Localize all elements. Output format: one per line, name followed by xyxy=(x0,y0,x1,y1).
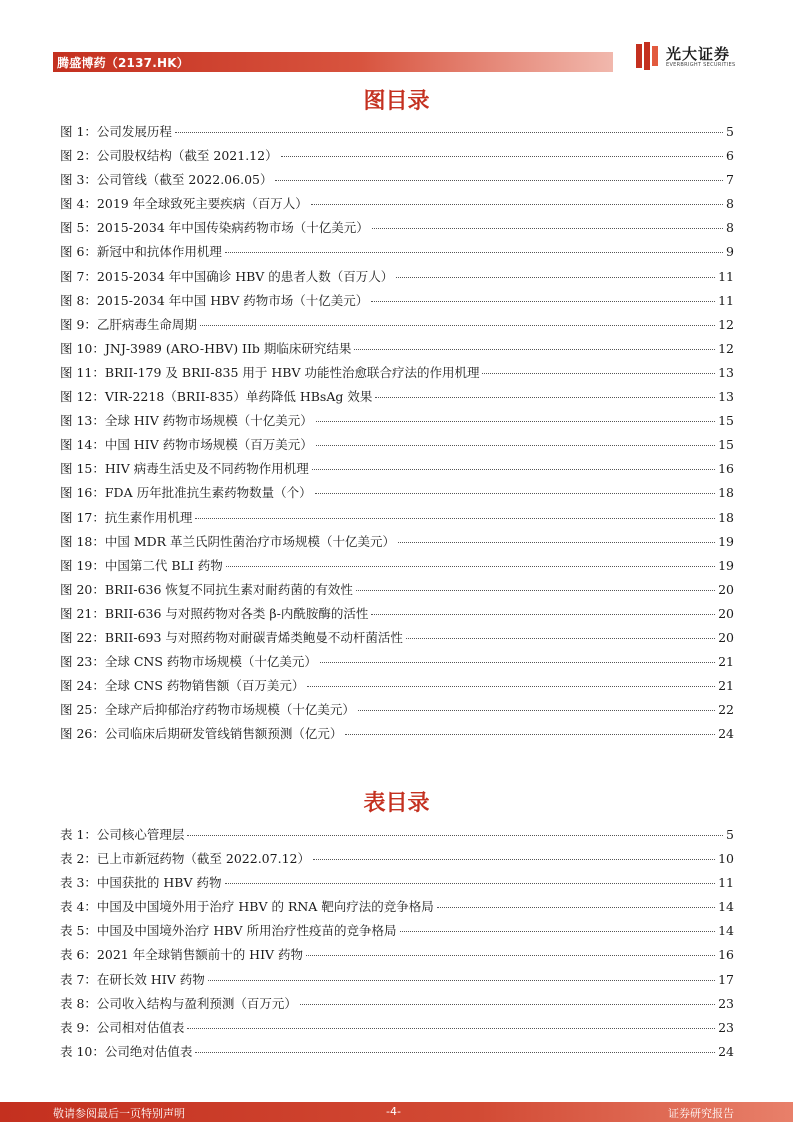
table-toc-entry-page: 17 xyxy=(718,971,734,987)
figure-toc-entry[interactable] xyxy=(60,602,734,626)
dot-leader xyxy=(315,493,716,494)
figure-toc-entry-label: 图 11：BRII-179 及 BRII-835 用于 HBV 功能性治愈联合疗法的作用机理 xyxy=(60,364,480,380)
figure-toc-entry-label: 图 17：抗生素作用机理 xyxy=(60,509,193,525)
dot-leader xyxy=(320,662,715,663)
table-toc-entry-page: 24 xyxy=(718,1043,734,1059)
figure-toc-entry[interactable] xyxy=(60,554,734,578)
table-toc-entry[interactable] xyxy=(60,823,734,847)
figure-toc-entry-label: 图 25：全球产后抑郁治疗药物市场规模（十亿美元） xyxy=(60,702,355,718)
tables-list xyxy=(60,823,734,1064)
figure-toc-entry-page: 18 xyxy=(718,509,734,525)
figures-title: 图目录 xyxy=(363,89,430,114)
figure-toc-entry-page: 19 xyxy=(718,533,734,549)
table-toc-entry-page: 10 xyxy=(718,851,734,867)
figure-toc-entry[interactable] xyxy=(60,240,734,264)
dot-leader xyxy=(375,397,715,398)
figure-toc-entry[interactable] xyxy=(60,626,734,650)
dot-leader xyxy=(195,1052,715,1053)
table-toc-entry-label: 表 4：中国及中国境外用于治疗 HBV 的 RNA 靶向疗法的竞争格局 xyxy=(60,899,434,915)
table-toc-entry[interactable] xyxy=(60,919,734,943)
table-toc-entry[interactable] xyxy=(60,968,734,992)
figure-toc-entry[interactable] xyxy=(60,120,734,144)
dot-leader xyxy=(313,859,715,860)
figure-toc-entry[interactable] xyxy=(60,192,734,216)
tables-title: 表目录 xyxy=(363,791,430,816)
figure-toc-entry[interactable] xyxy=(60,168,734,192)
figure-toc-entry-page: 22 xyxy=(718,702,734,718)
figure-toc-entry-page: 18 xyxy=(718,485,734,501)
figure-toc-entry-label: 图 8：2015-2034 年中国 HBV 药物市场（十亿美元） xyxy=(60,292,369,308)
figure-toc-entry[interactable] xyxy=(60,650,734,674)
table-toc-entry[interactable] xyxy=(60,847,734,871)
dot-leader xyxy=(175,132,723,133)
figure-toc-entry[interactable] xyxy=(60,265,734,289)
figure-toc-entry-label: 图 15：HIV 病毒生活史及不同药物作用机理 xyxy=(60,461,309,477)
dot-leader xyxy=(371,301,715,302)
table-toc-entry-page: 23 xyxy=(718,1019,734,1035)
figure-toc-entry[interactable] xyxy=(60,361,734,385)
footer-bar xyxy=(0,1102,793,1122)
dot-leader xyxy=(398,542,715,543)
table-toc-entry[interactable] xyxy=(60,943,734,967)
dot-leader xyxy=(281,156,723,157)
table-toc-entry-page: 11 xyxy=(718,875,734,891)
table-toc-entry-label: 表 9：公司相对估值表 xyxy=(60,1019,185,1035)
figure-toc-entry-page: 13 xyxy=(718,389,734,405)
dot-leader xyxy=(311,204,723,205)
dot-leader xyxy=(307,686,715,687)
figure-toc-entry-page: 21 xyxy=(718,654,734,670)
table-toc-entry[interactable] xyxy=(60,871,734,895)
logo-text-cn: 光大证券 xyxy=(666,45,731,63)
table-toc-entry-label: 表 3：中国获批的 HBV 药物 xyxy=(60,875,222,891)
table-toc-entry-label: 表 1：公司核心管理层 xyxy=(60,827,185,842)
figure-toc-entry[interactable] xyxy=(60,506,734,530)
dot-leader xyxy=(187,835,723,836)
table-toc-entry-page: 23 xyxy=(718,995,734,1011)
dot-leader xyxy=(372,228,723,229)
figure-toc-entry-label: 图 19：中国第二代 BLI 药物 xyxy=(60,557,223,573)
figure-toc-entry-page: 15 xyxy=(718,437,734,453)
figures-list xyxy=(60,120,734,746)
figure-toc-entry-page: 12 xyxy=(718,340,734,356)
figure-toc-entry-label: 图 21：BRII-636 与对照药物对各类 β-内酰胺酶的活性 xyxy=(60,605,369,621)
figure-toc-entry-label: 图 2：公司股权结构（截至 2021.12） xyxy=(60,148,278,164)
figure-toc-entry-page: 21 xyxy=(718,678,734,694)
table-toc-entry-label: 表 8：公司收入结构与盈利预测（百万元） xyxy=(60,995,297,1011)
table-toc-entry[interactable] xyxy=(60,895,734,919)
dot-leader xyxy=(354,349,715,350)
figure-toc-entry-label: 图 26：公司临床后期研发管线销售额预测（亿元） xyxy=(60,726,343,742)
figure-toc-entry-label: 图 16：FDA 历年批准抗生素药物数量（个） xyxy=(60,485,312,501)
figure-toc-entry[interactable] xyxy=(60,144,734,168)
table-toc-entry-label: 表 5：中国及中国境外治疗 HBV 所用治疗性疫苗的竞争格局 xyxy=(60,923,397,939)
figure-toc-entry-page: 12 xyxy=(718,316,734,332)
dot-leader xyxy=(306,955,715,956)
figure-toc-entry-label: 图 14：中国 HIV 药物市场规模（百万美元） xyxy=(60,437,313,453)
figure-toc-entry-label: 图 9：乙肝病毒生命周期 xyxy=(60,316,197,332)
dot-leader xyxy=(356,590,715,591)
dot-leader xyxy=(195,518,715,519)
figure-toc-entry[interactable] xyxy=(60,409,734,433)
figure-toc-entry[interactable] xyxy=(60,698,734,722)
dot-leader xyxy=(406,638,715,639)
table-toc-entry[interactable] xyxy=(60,992,734,1016)
dot-leader xyxy=(358,710,715,711)
dot-leader xyxy=(275,180,723,181)
figure-toc-entry[interactable] xyxy=(60,313,734,337)
figure-toc-entry-label: 图 22：BRII-693 与对照药物对耐碳青烯类鲍曼不动杆菌活性 xyxy=(60,629,403,645)
figure-toc-entry[interactable] xyxy=(60,674,734,698)
dot-leader xyxy=(226,566,715,567)
dot-leader xyxy=(345,734,715,735)
table-toc-entry-page: 16 xyxy=(718,947,734,963)
footer-page-number: -4- xyxy=(386,1105,401,1118)
dot-leader xyxy=(482,373,715,374)
figure-toc-entry-page: 20 xyxy=(718,581,734,597)
figure-toc-entry[interactable] xyxy=(60,530,734,554)
footer-report-type: 证券研究报告 xyxy=(668,1107,734,1120)
company-ticker: 腾盛博药（2137.HK） xyxy=(57,56,189,70)
figure-toc-entry-page: 8 xyxy=(726,196,734,212)
figure-toc-entry-page: 7 xyxy=(726,172,734,188)
figure-toc-entry-label: 图 13：全球 HIV 药物市场规模（十亿美元） xyxy=(60,413,313,429)
figure-toc-entry-page: 19 xyxy=(718,557,734,573)
dot-leader xyxy=(312,469,715,470)
figure-toc-entry-page: 11 xyxy=(718,292,734,308)
figure-toc-entry[interactable] xyxy=(60,289,734,313)
table-toc-entry-label: 表 10：公司绝对估值表 xyxy=(60,1043,193,1059)
dot-leader xyxy=(316,445,715,446)
dot-leader xyxy=(400,931,716,932)
figure-toc-entry-label: 图 1：公司发展历程 xyxy=(60,124,172,139)
figure-toc-entry-label: 图 12：VIR-2218（BRII-835）单药降低 HBsAg 效果 xyxy=(60,389,373,405)
dot-leader xyxy=(300,1004,715,1005)
figure-toc-entry-page: 13 xyxy=(718,364,734,380)
figure-toc-entry-page: 8 xyxy=(726,220,734,236)
figure-toc-entry-page: 20 xyxy=(718,605,734,621)
figure-toc-entry[interactable] xyxy=(60,722,734,746)
figure-toc-entry-page: 16 xyxy=(718,461,734,477)
figure-toc-entry-page: 24 xyxy=(718,726,734,742)
figure-toc-entry-page: 5 xyxy=(726,124,734,139)
figure-toc-entry-label: 图 23：全球 CNS 药物市场规模（十亿美元） xyxy=(60,654,317,670)
table-toc-entry-page: 5 xyxy=(726,827,734,842)
figure-toc-entry-label: 图 4：2019 年全球致死主要疾病（百万人） xyxy=(60,196,308,212)
figure-toc-entry[interactable] xyxy=(60,385,734,409)
figure-toc-entry-label: 图 6：新冠中和抗体作用机理 xyxy=(60,244,222,260)
figure-toc-entry[interactable] xyxy=(60,216,734,240)
figure-toc-entry-label: 图 5：2015-2034 年中国传染病药物市场（十亿美元） xyxy=(60,220,369,236)
figure-toc-entry[interactable] xyxy=(60,578,734,602)
everbright-logo xyxy=(636,40,746,72)
figure-toc-entry-label: 图 10：JNJ-3989 (ARO-HBV) IIb 期临床研究结果 xyxy=(60,340,352,356)
dot-leader xyxy=(200,325,715,326)
dot-leader xyxy=(187,1028,715,1029)
figure-toc-entry-label: 图 3：公司管线（截至 2022.06.05） xyxy=(60,172,273,188)
footer-disclaimer: 敬请参阅最后一页特别声明 xyxy=(53,1107,185,1120)
logo-mark-icon xyxy=(636,42,660,70)
figure-toc-entry[interactable] xyxy=(60,481,734,505)
figure-toc-entry-label: 图 18：中国 MDR 革兰氏阴性菌治疗市场规模（十亿美元） xyxy=(60,533,396,549)
figure-toc-entry-label: 图 24：全球 CNS 药物销售额（百万美元） xyxy=(60,678,305,694)
dot-leader xyxy=(437,907,715,908)
figure-toc-entry-page: 15 xyxy=(718,413,734,429)
table-toc-entry-page: 14 xyxy=(718,923,734,939)
header-bar xyxy=(53,52,613,72)
table-toc-entry-label: 表 7：在研长效 HIV 药物 xyxy=(60,971,205,987)
figure-toc-entry-page: 11 xyxy=(718,268,734,284)
table-toc-entry[interactable] xyxy=(60,1040,734,1064)
figure-toc-entry[interactable] xyxy=(60,433,734,457)
table-toc-entry-page: 14 xyxy=(718,899,734,915)
table-toc-entry-label: 表 6：2021 年全球销售额前十的 HIV 药物 xyxy=(60,947,304,963)
figure-toc-entry-label: 图 7：2015-2034 年中国确诊 HBV 的患者人数（百万人） xyxy=(60,268,394,284)
figure-toc-entry[interactable] xyxy=(60,457,734,481)
table-toc-entry-label: 表 2：已上市新冠药物（截至 2022.07.12） xyxy=(60,851,310,867)
dot-leader xyxy=(225,883,716,884)
dot-leader xyxy=(396,277,715,278)
dot-leader xyxy=(371,614,715,615)
figure-toc-entry-label: 图 20：BRII-636 恢复不同抗生素对耐药菌的有效性 xyxy=(60,581,353,597)
dot-leader xyxy=(208,980,715,981)
figure-toc-entry[interactable] xyxy=(60,337,734,361)
figure-toc-entry-page: 6 xyxy=(726,148,734,164)
dot-leader xyxy=(225,252,723,253)
table-toc-entry[interactable] xyxy=(60,1016,734,1040)
logo-text-en: EVERBRIGHT SECURITIES xyxy=(666,62,736,68)
figure-toc-entry-page: 20 xyxy=(718,629,734,645)
figure-toc-entry-page: 9 xyxy=(726,244,734,260)
dot-leader xyxy=(316,421,715,422)
